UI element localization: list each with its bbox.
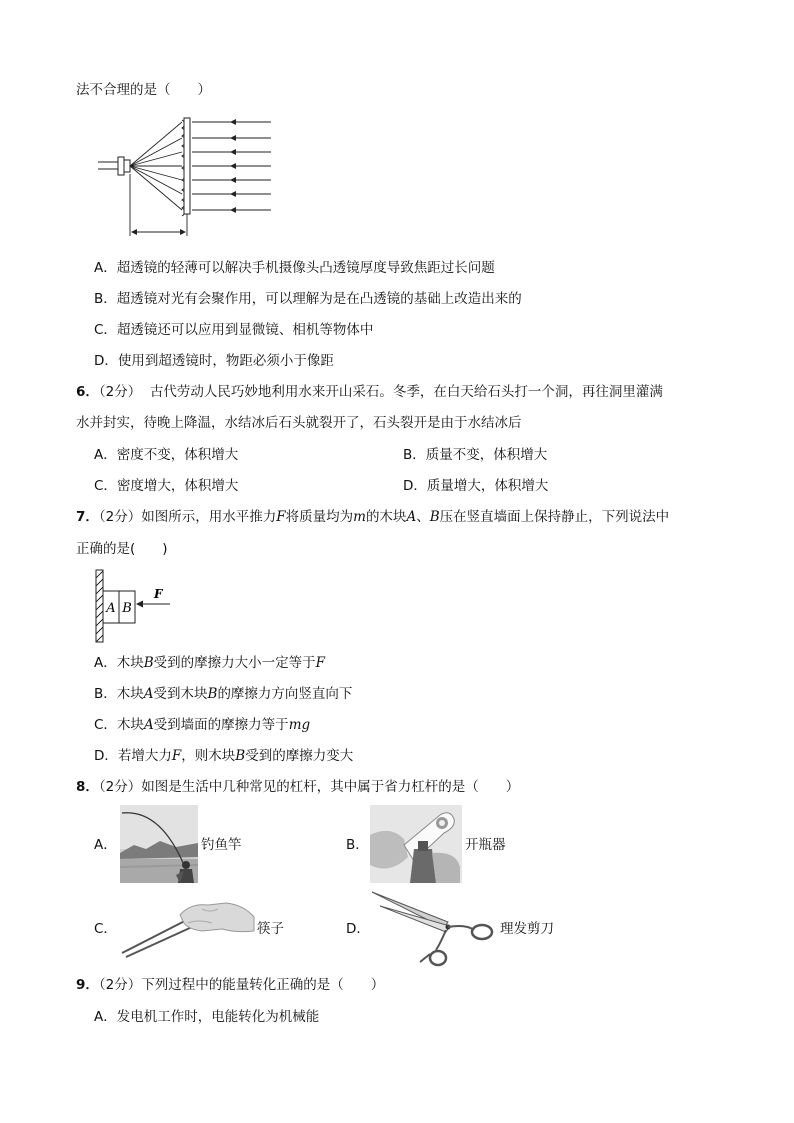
q5-option-b[interactable]: B．超透镜对光有会聚作用，可以理解为是在凸透镜的基础上改造出来的 — [94, 291, 522, 307]
q9-option-a[interactable]: A．发电机工作时，电能转化为机械能 — [94, 1009, 320, 1025]
q6-stem-line1: 6．（2分） 古代劳动人民巧妙地利用水来开山采石。冬季，在白天给石头打一个洞，再往洞里灌满 — [76, 384, 663, 400]
block-b-label: B — [122, 601, 132, 616]
q6-option-a[interactable]: A．密度不变，体积增大 — [94, 447, 239, 463]
q8-option-b-label[interactable]: 开瓶器 — [465, 837, 506, 853]
q7-stem-line1: 7．（2分）如图所示，用水平推力F将质量均为m的木块A、B压在竖直墙面上保持静止，下列说法中 — [76, 509, 670, 525]
q6-option-d[interactable]: D．质量增大，体积增大 — [403, 478, 549, 494]
q8-option-b-letter[interactable]: B． — [346, 837, 369, 853]
q8-option-d-letter[interactable]: D． — [346, 921, 370, 937]
q9-stem: 9．（2分）下列过程中的能量转化正确的是（ ） — [76, 977, 385, 993]
q8-option-c-label[interactable]: 筷子 — [257, 921, 284, 937]
q5-stem-tail: 法不合理的是（ ） — [76, 82, 211, 98]
q8-option-a-label[interactable]: 钓鱼竿 — [201, 837, 242, 853]
q6-stem-line2: 水并封实，待晚上降温，水结冰后石头就裂开了，石头裂开是由于水结冰后 — [76, 415, 522, 431]
q7-stem-line2: 正确的是( ) — [76, 541, 168, 557]
q8-option-c-letter[interactable]: C． — [94, 921, 117, 937]
q6-option-c[interactable]: C．密度增大，体积增大 — [94, 478, 239, 494]
q5-option-c[interactable]: C．超透镜还可以应用到显微镜、相机等物体中 — [94, 322, 374, 338]
superlens-figure — [96, 112, 276, 242]
bottle-opener-photo — [370, 805, 462, 883]
q8-option-a-letter[interactable]: A． — [94, 837, 117, 853]
fishing-rod-photo — [120, 805, 198, 883]
q6-option-b[interactable]: B．质量不变，体积增大 — [403, 447, 548, 463]
block-a-label: A — [106, 601, 116, 616]
q5-option-d[interactable]: D．使用到超透镜时，物距必须小于像距 — [94, 353, 334, 369]
q5-option-a[interactable]: A．超透镜的轻薄可以解决手机摄像头凸透镜厚度导致焦距过长问题 — [94, 260, 495, 276]
q7-option-b[interactable]: B．木块A受到木块B的摩擦力方向竖直向下 — [94, 686, 353, 702]
wall-blocks-figure — [94, 568, 184, 644]
chopsticks-photo — [118, 895, 258, 959]
q7-option-d[interactable]: D．若增大力F，则木块B受到的摩擦力变大 — [94, 748, 354, 764]
scissors-photo — [370, 888, 500, 968]
q8-option-d-label[interactable]: 理发剪刀 — [500, 921, 554, 937]
q7-option-a[interactable]: A．木块B受到的摩擦力大小一定等于F — [94, 655, 326, 671]
q8-stem: 8．（2分）如图是生活中几种常见的杠杆，其中属于省力杠杆的是（ ） — [76, 779, 520, 795]
q7-option-c[interactable]: C．木块A受到墙面的摩擦力等于mg — [94, 717, 311, 733]
force-f-label: F — [154, 587, 163, 601]
